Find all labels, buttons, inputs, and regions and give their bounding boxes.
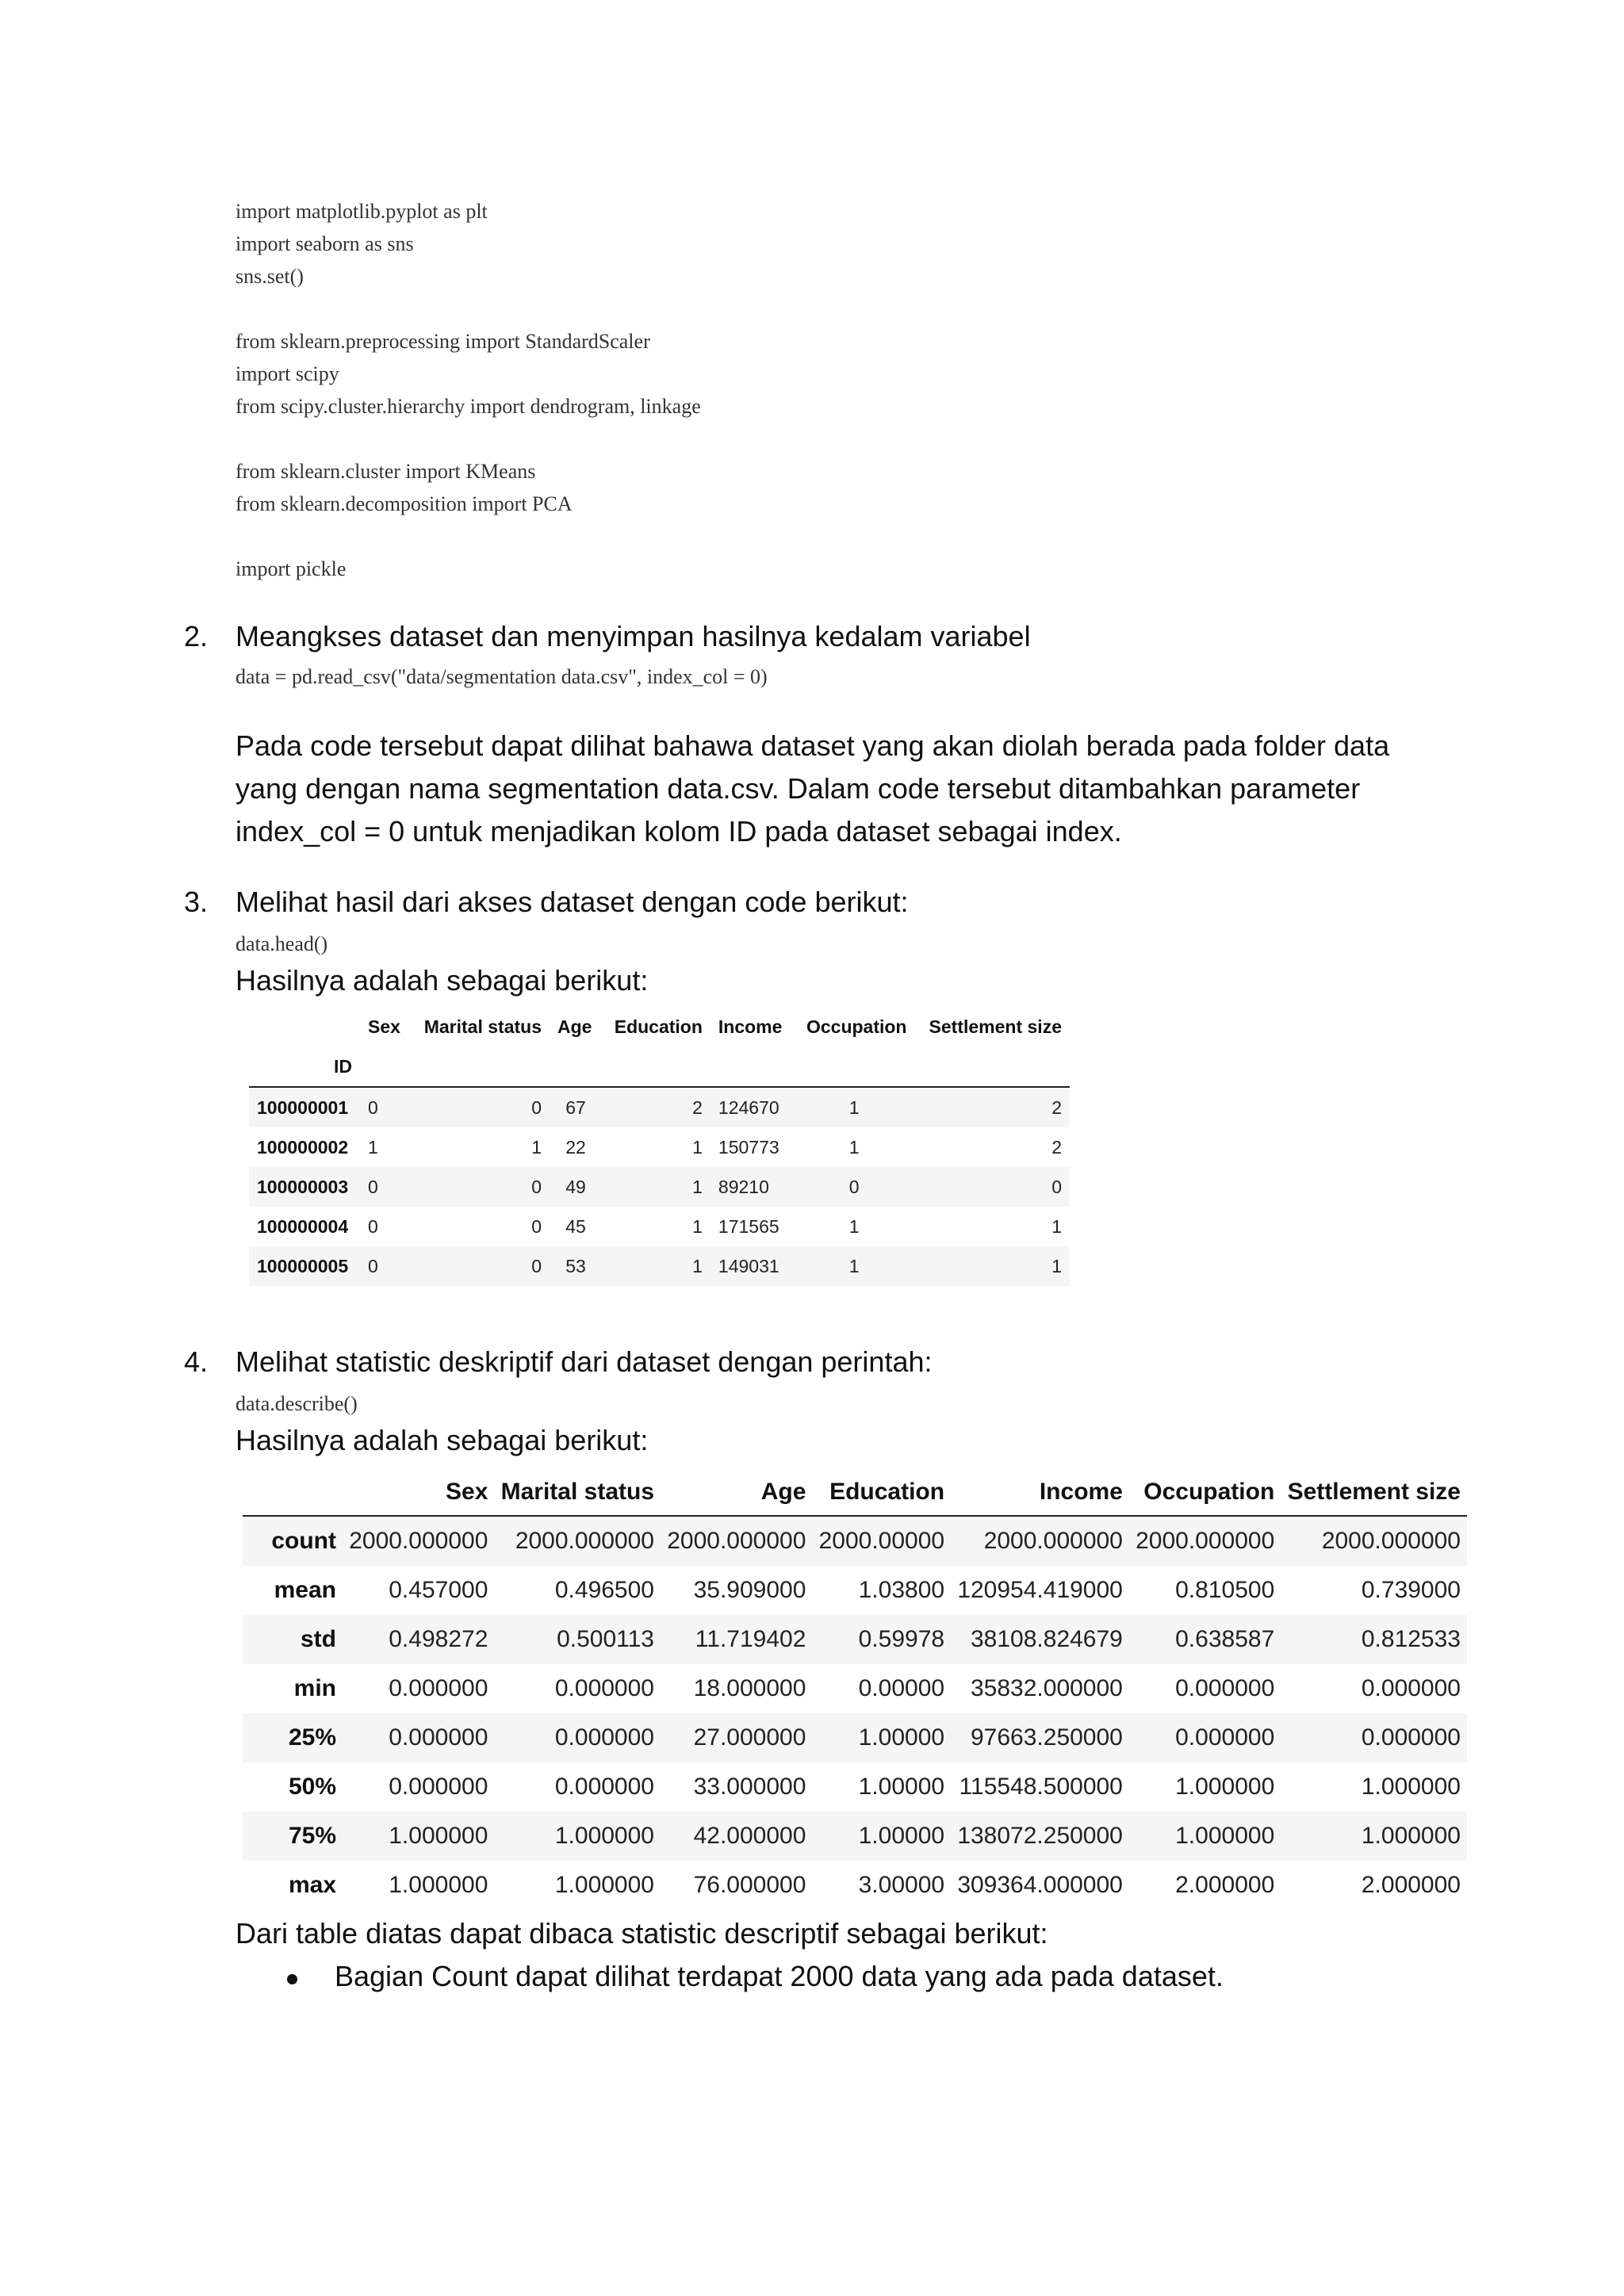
summary-intro: Dari table diatas dapat dibaca statistic descriptif sebagai berikut: bbox=[236, 1917, 1048, 1950]
table-cell: 1 bbox=[1051, 1255, 1062, 1276]
table-row bbox=[243, 1861, 1467, 1910]
table-cell: 2 bbox=[692, 1096, 703, 1118]
step-title: Meangkses dataset dan menyimpan hasilnya kedalam variabel bbox=[236, 620, 1031, 652]
code-line: from scipy.cluster.hierarchy import dendrogram, linkage bbox=[236, 395, 701, 418]
table-row bbox=[243, 1664, 1467, 1713]
table-cell: 2000.000000 bbox=[667, 1528, 806, 1554]
column-header: Marital status bbox=[500, 1479, 654, 1505]
table-cell: 0 bbox=[368, 1255, 378, 1276]
index-name: ID bbox=[334, 1055, 352, 1077]
table-cell: 11.719402 bbox=[695, 1626, 806, 1652]
step-number: 3. bbox=[184, 886, 209, 918]
table-cell: 1 bbox=[692, 1255, 703, 1276]
column-header: Income bbox=[718, 1016, 783, 1037]
table-cell: 2000.000000 bbox=[515, 1528, 654, 1554]
table-cell: 1 bbox=[692, 1176, 703, 1197]
table-cell: 1.000000 bbox=[1175, 1774, 1275, 1800]
column-header: Education bbox=[614, 1016, 703, 1037]
column-header: Income bbox=[1039, 1479, 1123, 1505]
table-cell: 115548.500000 bbox=[959, 1774, 1123, 1800]
code-line: from sklearn.preprocessing import StandardScaler bbox=[236, 330, 650, 353]
column-header: Settlement size bbox=[929, 1016, 1062, 1037]
table-row bbox=[249, 1127, 1070, 1167]
table-cell: 0 bbox=[1051, 1176, 1062, 1197]
table-cell: 1 bbox=[692, 1215, 703, 1237]
table-cell: 42.000000 bbox=[693, 1823, 806, 1849]
table-cell: 1 bbox=[848, 1096, 860, 1118]
table-row bbox=[243, 1812, 1467, 1861]
table-cell: 76.000000 bbox=[693, 1872, 806, 1898]
code-line bbox=[236, 293, 701, 325]
row-index: 100000004 bbox=[257, 1215, 349, 1237]
column-header: Sex bbox=[446, 1479, 488, 1505]
table-cell: 0.000000 bbox=[389, 1724, 488, 1751]
table-cell: 0.000000 bbox=[389, 1675, 488, 1701]
table-cell: 120954.419000 bbox=[957, 1577, 1123, 1603]
table-cell: 171565 bbox=[718, 1215, 779, 1237]
table-cell: 27.000000 bbox=[693, 1724, 806, 1751]
table-row bbox=[243, 1713, 1467, 1762]
table-row bbox=[249, 1167, 1070, 1207]
step-title: Melihat statistic deskriptif dari dataset dengan perintah: bbox=[236, 1345, 933, 1378]
table-cell: 1.000000 bbox=[389, 1823, 488, 1849]
table-cell: 0.59978 bbox=[858, 1626, 945, 1652]
table-cell: 0.810500 bbox=[1175, 1577, 1275, 1603]
table-cell: 1.000000 bbox=[1175, 1823, 1275, 1849]
stat-label: min bbox=[293, 1675, 336, 1701]
column-header: Sex bbox=[368, 1016, 400, 1037]
table-cell: 1.03800 bbox=[858, 1577, 945, 1603]
table-cell: 0.638587 bbox=[1175, 1626, 1275, 1652]
table-cell: 0.500113 bbox=[557, 1626, 654, 1652]
table-cell: 1 bbox=[692, 1136, 703, 1158]
table-cell: 2000.000000 bbox=[349, 1528, 488, 1554]
code-line: import pickle bbox=[236, 557, 347, 580]
table-cell: 0.812533 bbox=[1361, 1626, 1461, 1652]
code-block-imports bbox=[236, 195, 701, 585]
table-cell: 1.00000 bbox=[858, 1823, 945, 1849]
index-corner bbox=[249, 1007, 360, 1047]
table-cell: 38108.824679 bbox=[971, 1626, 1123, 1652]
table-cell: 1 bbox=[1051, 1215, 1062, 1237]
row-index: 100000002 bbox=[257, 1136, 349, 1158]
table-cell: 1.00000 bbox=[858, 1724, 945, 1751]
table-cell: 0.496500 bbox=[554, 1577, 654, 1603]
table-cell: 1.000000 bbox=[554, 1823, 654, 1849]
table-cell: 1.000000 bbox=[554, 1872, 654, 1898]
table-cell: 33.000000 bbox=[693, 1774, 806, 1800]
step-number: 2. bbox=[184, 620, 209, 652]
result-label: Hasilnya adalah sebagai berikut: bbox=[236, 964, 649, 997]
stat-label: std bbox=[301, 1626, 336, 1652]
code-describe: data.describe() bbox=[236, 1392, 358, 1415]
table-cell: 22 bbox=[565, 1136, 586, 1158]
code-line: import matplotlib.pyplot as plt bbox=[236, 200, 488, 223]
code-line: import scipy bbox=[236, 362, 339, 385]
code-line: from sklearn.decomposition import PCA bbox=[236, 492, 573, 515]
table-cell: 35832.000000 bbox=[971, 1675, 1123, 1701]
column-header: Age bbox=[557, 1016, 592, 1037]
table-cell: 0 bbox=[531, 1176, 542, 1197]
table-cell: 1.000000 bbox=[1361, 1774, 1461, 1800]
row-index: 100000005 bbox=[257, 1255, 349, 1276]
table-cell: 53 bbox=[565, 1255, 586, 1276]
table-cell: 45 bbox=[565, 1215, 586, 1237]
describe-table bbox=[243, 1469, 1467, 1910]
column-header: Marital status bbox=[423, 1016, 542, 1037]
table-cell: 2.000000 bbox=[1361, 1872, 1461, 1898]
table-row bbox=[243, 1566, 1467, 1615]
table-cell: 0.00000 bbox=[858, 1675, 945, 1701]
table-cell: 0 bbox=[531, 1215, 542, 1237]
table-cell: 309364.000000 bbox=[957, 1872, 1123, 1898]
table-header-row bbox=[249, 1007, 1070, 1047]
table-cell: 1 bbox=[848, 1136, 860, 1158]
table-cell: 124670 bbox=[718, 1096, 779, 1118]
table-cell: 0 bbox=[368, 1096, 378, 1118]
stat-label: 50% bbox=[288, 1774, 336, 1800]
table-cell: 0.000000 bbox=[554, 1774, 654, 1800]
table-cell: 49 bbox=[565, 1176, 586, 1197]
stat-label: max bbox=[288, 1872, 336, 1898]
column-header: Education bbox=[829, 1479, 945, 1505]
table-row bbox=[243, 1762, 1467, 1812]
column-header: Age bbox=[760, 1479, 806, 1505]
table-cell: 2000.000000 bbox=[983, 1528, 1123, 1554]
index-corner bbox=[243, 1469, 343, 1516]
table-cell: 0.000000 bbox=[1175, 1675, 1275, 1701]
code-line: sns.set() bbox=[236, 265, 304, 288]
table-cell: 89210 bbox=[718, 1176, 769, 1197]
table-cell: 0.000000 bbox=[389, 1774, 488, 1800]
table-cell: 0 bbox=[368, 1176, 378, 1197]
table-cell: 35.909000 bbox=[693, 1577, 806, 1603]
step-title: Melihat hasil dari akses dataset dengan code berikut: bbox=[236, 886, 909, 918]
table-cell: 0 bbox=[531, 1255, 542, 1276]
stat-label: mean bbox=[274, 1577, 336, 1603]
table-cell: 149031 bbox=[718, 1255, 779, 1276]
table-cell: 1.000000 bbox=[1361, 1823, 1461, 1849]
table-cell: 0.739000 bbox=[1361, 1577, 1461, 1603]
table-cell: 1.00000 bbox=[858, 1774, 945, 1800]
table-header-row bbox=[243, 1469, 1467, 1516]
table-cell: 150773 bbox=[718, 1136, 779, 1158]
table-cell: 0.498272 bbox=[389, 1626, 488, 1652]
table-row bbox=[249, 1246, 1070, 1286]
table-row bbox=[243, 1516, 1467, 1566]
table-cell: 0.457000 bbox=[389, 1577, 488, 1603]
table-cell: 1.000000 bbox=[389, 1872, 488, 1898]
table-cell: 138072.250000 bbox=[957, 1823, 1123, 1849]
column-header: Settlement size bbox=[1287, 1479, 1461, 1505]
table-cell: 0 bbox=[368, 1215, 378, 1237]
table-row bbox=[249, 1207, 1070, 1246]
table-cell: 97663.250000 bbox=[971, 1724, 1123, 1751]
code-head: data.head() bbox=[236, 932, 328, 955]
row-index: 100000001 bbox=[257, 1096, 349, 1118]
result-label: Hasilnya adalah sebagai berikut: bbox=[236, 1424, 649, 1456]
table-cell: 0.000000 bbox=[554, 1724, 654, 1751]
step-number: 4. bbox=[184, 1345, 209, 1378]
bullet-icon bbox=[287, 1974, 297, 1984]
table-cell: 0.000000 bbox=[1361, 1724, 1461, 1751]
table-cell: 0.000000 bbox=[554, 1675, 654, 1701]
code-line: from sklearn.cluster import KMeans bbox=[236, 460, 536, 483]
table-cell: 3.00000 bbox=[858, 1872, 945, 1898]
stat-label: 75% bbox=[288, 1823, 336, 1849]
code-line: import seaborn as sns bbox=[236, 232, 414, 255]
index-name-row bbox=[249, 1047, 1070, 1087]
row-index: 100000003 bbox=[257, 1176, 349, 1197]
column-header: Occupation bbox=[806, 1016, 907, 1037]
table-cell: 0.000000 bbox=[1361, 1675, 1461, 1701]
head-table bbox=[249, 1007, 1070, 1286]
table-row bbox=[249, 1087, 1070, 1127]
code-line bbox=[236, 520, 701, 553]
table-cell: 2.000000 bbox=[1175, 1872, 1275, 1898]
table-cell: 1 bbox=[531, 1136, 542, 1158]
table-cell: 2 bbox=[1051, 1136, 1062, 1158]
table-cell: 2000.00000 bbox=[818, 1528, 945, 1554]
table-cell: 18.000000 bbox=[693, 1675, 806, 1701]
table-cell: 2 bbox=[1051, 1096, 1062, 1118]
step-2-paragraph: Pada code tersebut dapat dilihat bahawa dataset yang akan diolah berada pada folder data yang dengan nama segmentation data.csv. Dalam code tersebut ditambahkan parameter index_col = 0 untuk menjadikan kolom ID pada dataset sebagai index. bbox=[236, 729, 1390, 848]
table-cell: 2000.000000 bbox=[1136, 1528, 1275, 1554]
table-cell: 1 bbox=[848, 1215, 860, 1237]
code-read-csv: data = pd.read_csv("data/segmentation data.csv", index_col = 0) bbox=[236, 665, 768, 688]
table-cell: 1 bbox=[368, 1136, 378, 1158]
table-cell: 2000.000000 bbox=[1321, 1528, 1461, 1554]
stat-label: count bbox=[271, 1528, 336, 1554]
bullet-text: Bagian Count dapat dilihat terdapat 2000 data yang ada pada dataset. bbox=[335, 1960, 1224, 1992]
table-cell: 0 bbox=[531, 1096, 542, 1118]
table-cell: 0 bbox=[848, 1176, 860, 1197]
code-line bbox=[236, 423, 701, 455]
stat-label: 25% bbox=[288, 1724, 336, 1751]
table-cell: 0.000000 bbox=[1175, 1724, 1275, 1751]
table-cell: 1 bbox=[848, 1255, 860, 1276]
table-row bbox=[243, 1615, 1467, 1664]
table-cell: 67 bbox=[565, 1096, 586, 1118]
column-header: Occupation bbox=[1143, 1479, 1275, 1505]
